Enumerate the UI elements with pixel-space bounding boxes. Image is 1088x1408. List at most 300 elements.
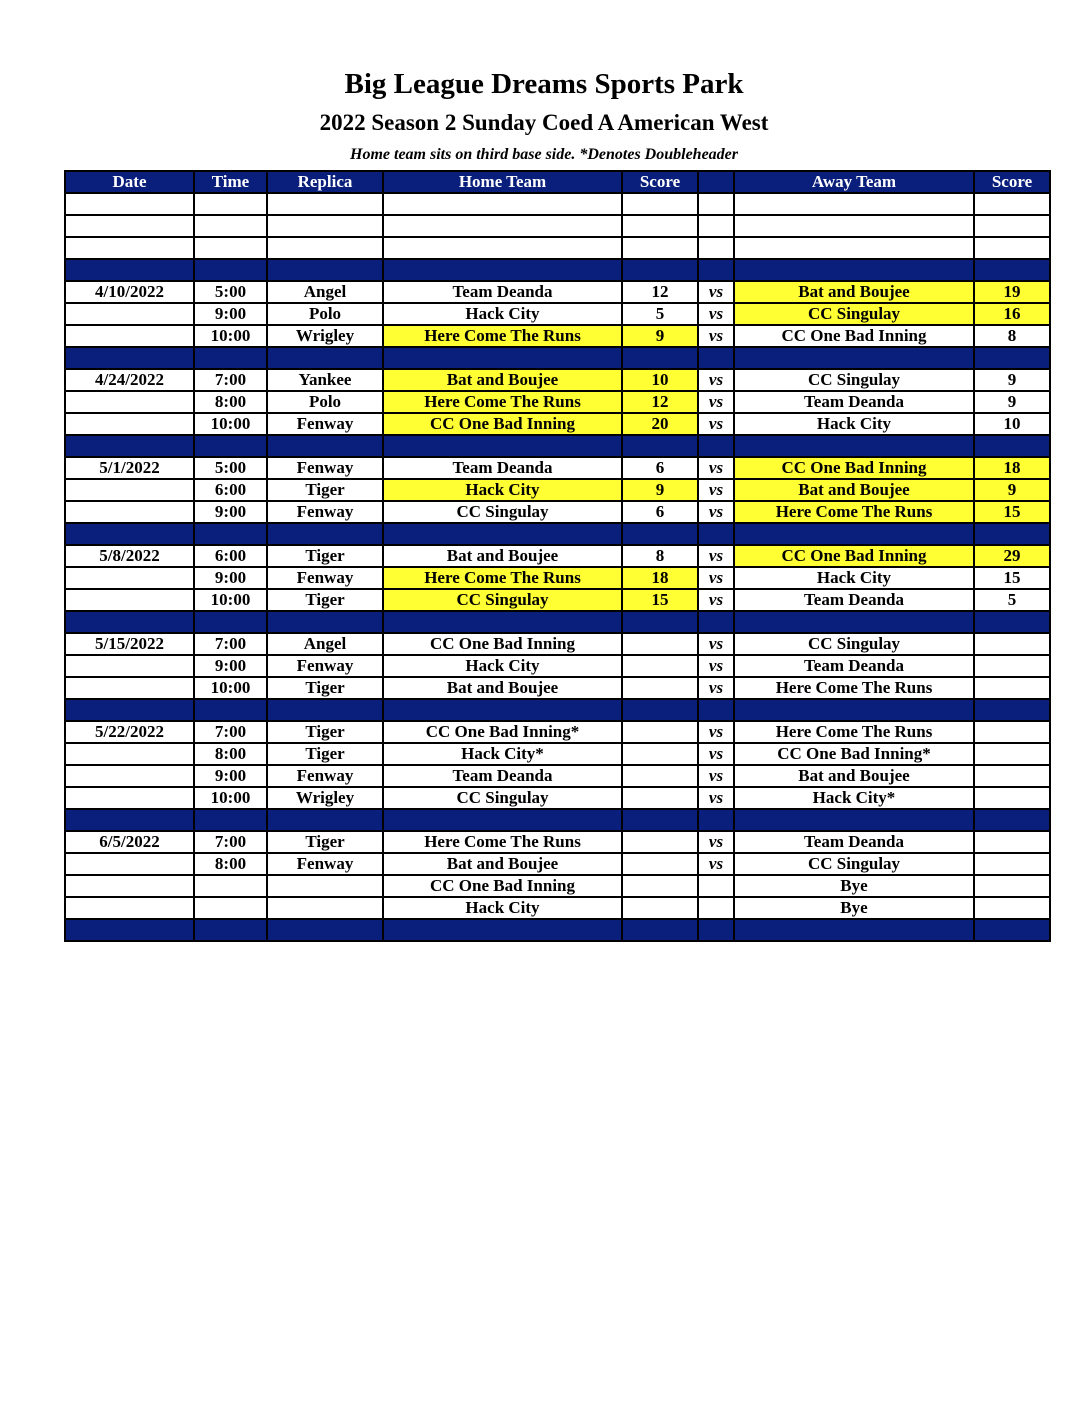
home-team-cell: Bat and Boujee [383,369,622,391]
empty-cell [734,259,974,281]
replica-cell: Fenway [267,501,383,523]
empty-cell [698,435,734,457]
away-team-cell: CC One Bad Inning* [734,743,974,765]
vs-cell: vs [698,853,734,875]
empty-cell [267,435,383,457]
date-cell [65,479,194,501]
vs-cell: vs [698,303,734,325]
empty-cell [267,523,383,545]
table-header-row [65,171,1050,193]
vs-cell: vs [698,281,734,303]
empty-cell [974,809,1050,831]
empty-cell [698,347,734,369]
home-team-cell: Bat and Boujee [383,853,622,875]
empty-cell [622,699,698,721]
home-team-cell: Hack City [383,303,622,325]
away-team-cell: Here Come The Runs [734,501,974,523]
empty-cell [65,523,194,545]
time-cell: 7:00 [194,831,267,853]
time-cell: 7:00 [194,369,267,391]
home-score-cell [622,897,698,919]
replica-cell: Wrigley [267,325,383,347]
home-score-cell [622,721,698,743]
vs-cell: vs [698,369,734,391]
vs-cell: vs [698,413,734,435]
table-row [65,545,1050,567]
time-cell: 9:00 [194,765,267,787]
empty-cell [734,809,974,831]
col-header-home-team: Home Team [383,171,622,193]
empty-cell [194,611,267,633]
time-cell: 10:00 [194,677,267,699]
table-row [65,501,1050,523]
col-header-date: Date [65,171,194,193]
away-score-cell [974,743,1050,765]
empty-cell [622,215,698,237]
date-cell [65,787,194,809]
away-team-cell: CC Singulay [734,853,974,875]
home-score-cell: 6 [622,457,698,479]
empty-cell [267,347,383,369]
vs-cell [698,897,734,919]
separator-row [65,435,1050,457]
table-row [65,369,1050,391]
empty-cell [65,435,194,457]
time-cell: 9:00 [194,501,267,523]
blank-row [65,215,1050,237]
replica-cell: Fenway [267,413,383,435]
empty-cell [622,435,698,457]
away-score-cell: 10 [974,413,1050,435]
away-score-cell [974,875,1050,897]
separator-row [65,611,1050,633]
vs-cell: vs [698,479,734,501]
home-score-cell [622,765,698,787]
empty-cell [698,809,734,831]
empty-cell [734,435,974,457]
separator-row [65,523,1050,545]
col-header-time: Time [194,171,267,193]
home-team-cell: Bat and Boujee [383,677,622,699]
date-cell [65,875,194,897]
time-cell: 9:00 [194,303,267,325]
empty-cell [974,523,1050,545]
replica-cell: Wrigley [267,787,383,809]
table-row [65,655,1050,677]
col-header-home-score: Score [622,171,698,193]
empty-cell [267,611,383,633]
replica-cell: Fenway [267,655,383,677]
separator-row [65,809,1050,831]
empty-cell [622,611,698,633]
empty-cell [698,193,734,215]
home-team-cell: Team Deanda [383,765,622,787]
date-cell [65,501,194,523]
empty-cell [65,919,194,941]
away-team-cell: Bat and Boujee [734,765,974,787]
time-cell: 5:00 [194,457,267,479]
replica-cell: Tiger [267,479,383,501]
table-row [65,281,1050,303]
vs-cell: vs [698,787,734,809]
empty-cell [974,215,1050,237]
time-cell [194,875,267,897]
empty-cell [65,215,194,237]
replica-cell: Fenway [267,853,383,875]
replica-cell: Yankee [267,369,383,391]
time-cell: 10:00 [194,589,267,611]
home-team-cell: Here Come The Runs [383,325,622,347]
empty-cell [622,259,698,281]
empty-cell [974,699,1050,721]
empty-cell [383,523,622,545]
replica-cell: Tiger [267,743,383,765]
empty-cell [383,215,622,237]
date-cell: 4/24/2022 [65,369,194,391]
empty-cell [622,523,698,545]
replica-cell: Fenway [267,457,383,479]
replica-cell [267,875,383,897]
vs-cell: vs [698,457,734,479]
replica-cell: Angel [267,281,383,303]
away-team-cell: Bye [734,875,974,897]
home-team-cell: CC Singulay [383,787,622,809]
away-team-cell: Bat and Boujee [734,479,974,501]
away-score-cell: 18 [974,457,1050,479]
replica-cell: Tiger [267,831,383,853]
empty-cell [698,919,734,941]
home-team-cell: CC Singulay [383,501,622,523]
replica-cell: Polo [267,391,383,413]
empty-cell [267,699,383,721]
home-team-cell: Here Come The Runs [383,831,622,853]
time-cell: 5:00 [194,281,267,303]
away-score-cell [974,853,1050,875]
date-cell: 4/10/2022 [65,281,194,303]
empty-cell [267,237,383,259]
empty-cell [734,919,974,941]
home-team-cell: CC One Bad Inning* [383,721,622,743]
date-cell [65,853,194,875]
replica-cell: Tiger [267,589,383,611]
home-score-cell: 12 [622,391,698,413]
time-cell: 10:00 [194,325,267,347]
table-row [65,589,1050,611]
away-team-cell: Here Come The Runs [734,721,974,743]
vs-cell: vs [698,589,734,611]
empty-cell [383,919,622,941]
date-cell [65,743,194,765]
table-row [65,303,1050,325]
empty-cell [698,215,734,237]
away-team-cell: Hack City [734,413,974,435]
time-cell [194,897,267,919]
empty-cell [194,809,267,831]
empty-cell [383,809,622,831]
vs-cell: vs [698,325,734,347]
away-score-cell: 9 [974,391,1050,413]
date-cell [65,413,194,435]
empty-cell [65,237,194,259]
away-score-cell [974,677,1050,699]
away-score-cell: 5 [974,589,1050,611]
table-row [65,721,1050,743]
empty-cell [267,215,383,237]
away-score-cell: 15 [974,501,1050,523]
empty-cell [65,699,194,721]
empty-cell [383,347,622,369]
empty-cell [734,215,974,237]
away-team-cell: CC Singulay [734,369,974,391]
home-team-cell: CC One Bad Inning [383,633,622,655]
date-cell: 6/5/2022 [65,831,194,853]
away-score-cell [974,655,1050,677]
home-score-cell: 6 [622,501,698,523]
replica-cell: Fenway [267,567,383,589]
empty-cell [974,259,1050,281]
empty-cell [622,809,698,831]
time-cell: 8:00 [194,743,267,765]
vs-cell [698,875,734,897]
vs-cell: vs [698,765,734,787]
replica-cell: Tiger [267,721,383,743]
replica-cell: Tiger [267,545,383,567]
vs-cell: vs [698,721,734,743]
date-cell [65,765,194,787]
empty-cell [194,237,267,259]
empty-cell [974,347,1050,369]
table-row [65,787,1050,809]
date-cell [65,391,194,413]
replica-cell: Polo [267,303,383,325]
away-team-cell: Team Deanda [734,589,974,611]
empty-cell [65,347,194,369]
empty-cell [194,259,267,281]
date-cell [65,325,194,347]
away-team-cell: Bye [734,897,974,919]
home-score-cell: 18 [622,567,698,589]
time-cell: 6:00 [194,479,267,501]
table-row [65,457,1050,479]
replica-cell: Angel [267,633,383,655]
empty-cell [194,193,267,215]
home-score-cell: 5 [622,303,698,325]
table-row [65,897,1050,919]
schedule-body [65,193,1050,941]
date-cell [65,655,194,677]
blank-row [65,237,1050,259]
col-header-away-score: Score [974,171,1050,193]
away-score-cell [974,633,1050,655]
away-team-cell: Here Come The Runs [734,677,974,699]
home-score-cell [622,677,698,699]
separator-row [65,259,1050,281]
date-cell [65,567,194,589]
vs-cell: vs [698,633,734,655]
table-row [65,325,1050,347]
away-score-cell [974,897,1050,919]
home-team-cell: Bat and Boujee [383,545,622,567]
date-cell: 5/8/2022 [65,545,194,567]
time-cell: 10:00 [194,413,267,435]
away-score-cell: 16 [974,303,1050,325]
col-header-replica: Replica [267,171,383,193]
table-row [65,413,1050,435]
empty-cell [267,809,383,831]
time-cell: 7:00 [194,721,267,743]
time-cell: 8:00 [194,391,267,413]
separator-row [65,919,1050,941]
empty-cell [383,699,622,721]
date-cell: 5/22/2022 [65,721,194,743]
table-row [65,479,1050,501]
empty-cell [698,611,734,633]
home-team-cell: CC One Bad Inning [383,875,622,897]
vs-cell: vs [698,743,734,765]
time-cell: 6:00 [194,545,267,567]
empty-cell [383,237,622,259]
empty-cell [194,699,267,721]
date-cell [65,303,194,325]
empty-cell [974,435,1050,457]
home-score-cell [622,787,698,809]
col-header-away-team: Away Team [734,171,974,193]
vs-cell: vs [698,831,734,853]
empty-cell [622,919,698,941]
away-team-cell: CC Singulay [734,303,974,325]
schedule-table [64,170,1051,942]
home-team-cell: Here Come The Runs [383,391,622,413]
empty-cell [622,193,698,215]
empty-cell [622,237,698,259]
date-cell [65,677,194,699]
empty-cell [65,193,194,215]
away-score-cell: 19 [974,281,1050,303]
home-team-cell: Team Deanda [383,457,622,479]
empty-cell [698,523,734,545]
time-cell: 9:00 [194,655,267,677]
home-score-cell: 9 [622,479,698,501]
empty-cell [65,809,194,831]
empty-cell [267,259,383,281]
vs-cell: vs [698,677,734,699]
date-cell: 5/15/2022 [65,633,194,655]
empty-cell [383,611,622,633]
home-score-cell: 10 [622,369,698,391]
blank-row [65,193,1050,215]
table-row [65,567,1050,589]
page-title: Big League Dreams Sports Park [344,68,744,100]
table-row [65,633,1050,655]
vs-cell: vs [698,501,734,523]
away-score-cell: 9 [974,369,1050,391]
away-team-cell: Hack City [734,567,974,589]
replica-cell: Tiger [267,677,383,699]
home-team-cell: Hack City [383,479,622,501]
empty-cell [698,259,734,281]
table-row [65,853,1050,875]
empty-cell [698,699,734,721]
empty-cell [383,193,622,215]
date-cell [65,897,194,919]
table-row [65,391,1050,413]
empty-cell [194,435,267,457]
empty-cell [194,523,267,545]
time-cell: 10:00 [194,787,267,809]
away-score-cell [974,787,1050,809]
home-team-cell: Here Come The Runs [383,567,622,589]
away-score-cell: 29 [974,545,1050,567]
vs-cell: vs [698,567,734,589]
empty-cell [65,611,194,633]
home-team-cell: Hack City [383,897,622,919]
separator-row [65,699,1050,721]
away-team-cell: Bat and Boujee [734,281,974,303]
away-score-cell: 15 [974,567,1050,589]
home-score-cell [622,743,698,765]
home-score-cell [622,633,698,655]
table-row [65,875,1050,897]
empty-cell [622,347,698,369]
empty-cell [974,919,1050,941]
time-cell: 7:00 [194,633,267,655]
time-cell: 8:00 [194,853,267,875]
col-header-vs [698,171,734,193]
empty-cell [267,193,383,215]
empty-cell [194,919,267,941]
away-team-cell: CC One Bad Inning [734,457,974,479]
empty-cell [974,611,1050,633]
date-cell: 5/1/2022 [65,457,194,479]
table-row [65,765,1050,787]
empty-cell [974,237,1050,259]
home-score-cell: 12 [622,281,698,303]
home-team-cell: CC Singulay [383,589,622,611]
schedule-note: Home team sits on third base side. *Denotes Doubleheader [350,146,738,163]
home-score-cell [622,853,698,875]
home-team-cell: Team Deanda [383,281,622,303]
home-score-cell: 20 [622,413,698,435]
empty-cell [383,435,622,457]
away-team-cell: Team Deanda [734,391,974,413]
replica-cell [267,897,383,919]
away-score-cell [974,721,1050,743]
away-team-cell: Team Deanda [734,655,974,677]
table-row [65,743,1050,765]
empty-cell [383,259,622,281]
date-cell [65,589,194,611]
home-score-cell: 15 [622,589,698,611]
home-score-cell [622,831,698,853]
away-team-cell: CC One Bad Inning [734,545,974,567]
empty-cell [194,215,267,237]
empty-cell [194,347,267,369]
home-score-cell: 9 [622,325,698,347]
empty-cell [65,259,194,281]
page-subtitle: 2022 Season 2 Sunday Coed A American West [319,110,769,135]
away-score-cell [974,765,1050,787]
away-score-cell [974,831,1050,853]
replica-cell: Fenway [267,765,383,787]
home-team-cell: Hack City [383,655,622,677]
empty-cell [698,237,734,259]
empty-cell [734,193,974,215]
away-score-cell: 9 [974,479,1050,501]
table-row [65,677,1050,699]
vs-cell: vs [698,391,734,413]
vs-cell: vs [698,545,734,567]
empty-cell [974,193,1050,215]
